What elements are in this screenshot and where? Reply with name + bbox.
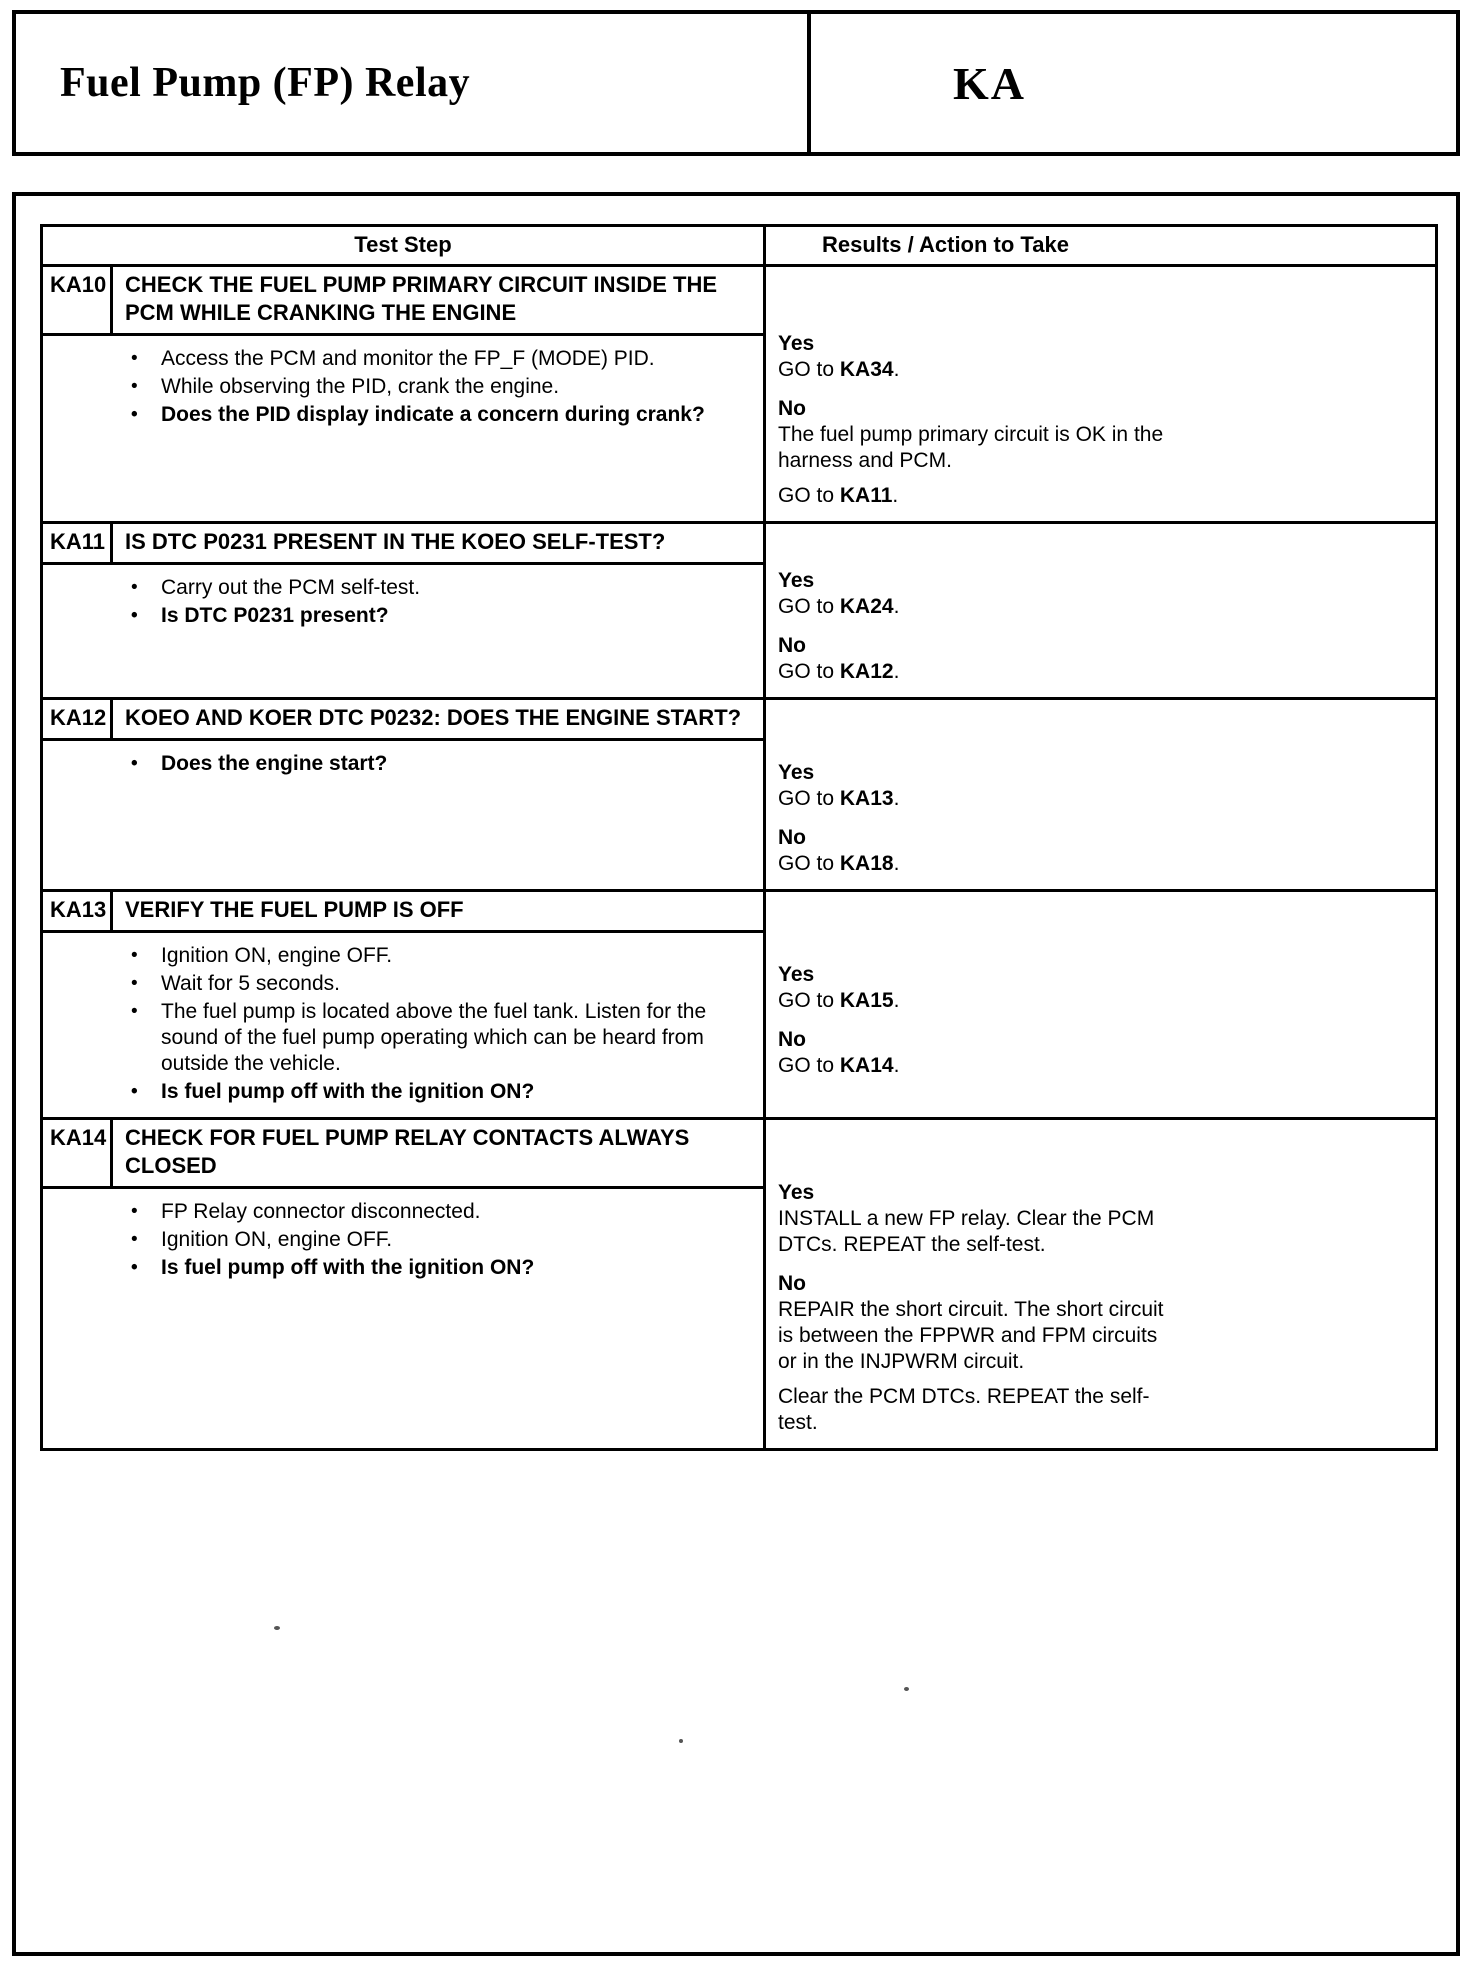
result-label: Yes (778, 332, 815, 355)
bullet-icon: • (131, 753, 138, 774)
instruction-item (43, 1079, 757, 1105)
test-step-row-ka13 (43, 892, 1435, 1120)
goto-target: KA12 (839, 660, 894, 683)
test-step-instructions (43, 933, 763, 1117)
test-step-id: KA11 (43, 524, 113, 562)
result-text-line: The fuel pump primary circuit is OK in the harness and PCM. (778, 423, 1164, 472)
test-step-cell (43, 267, 766, 521)
goto-target: KA13 (839, 787, 894, 810)
scan-speck (904, 1687, 909, 1691)
section-code-cell (811, 14, 1456, 152)
result-body (778, 1206, 1178, 1258)
instruction-text: FP Relay connector disconnected. (161, 1200, 481, 1223)
instruction-text: Does the PID display indicate a concern during crank? (161, 403, 705, 426)
result-label: No (778, 397, 806, 420)
goto-target: KA14 (839, 1054, 894, 1077)
result-label: Yes (778, 569, 815, 592)
pinpoint-test-table (40, 224, 1438, 1451)
result-body (778, 851, 1178, 877)
result-label: Yes (778, 963, 815, 986)
result-body (778, 786, 1178, 812)
result-body (778, 594, 1178, 620)
goto-suffix: . (893, 358, 900, 381)
result-text-line: REPAIR the short circuit. The short circuit is between the FPPWR and FPM circuits or in the INJPWRM circuit. (778, 1298, 1164, 1373)
result-text-line: Clear the PCM DTCs. REPEAT the self-test. (778, 1385, 1150, 1434)
test-step-title: IS DTC P0231 PRESENT IN THE KOEO SELF-TEST? (125, 529, 666, 554)
result-goto-line (778, 851, 1178, 877)
result-goto-line (778, 483, 1178, 509)
results-cell (766, 524, 1435, 697)
instruction-item (43, 999, 757, 1077)
bullet-icon: • (131, 1229, 138, 1250)
page-title-cell (16, 14, 811, 152)
test-step-header (43, 524, 763, 565)
instruction-text: The fuel pump is located above the fuel tank. Listen for the sound of the fuel pump operating which can be heard from outside the vehicle. (161, 1000, 707, 1075)
instruction-text: Does the engine start? (161, 752, 388, 775)
test-step-id: KA12 (43, 700, 113, 738)
result-text-line: INSTALL a new FP relay. Clear the PCM DTCs. REPEAT the self-test. (778, 1207, 1155, 1256)
result-label: No (778, 1028, 806, 1051)
instruction-item (43, 943, 757, 969)
result-yes-block (778, 1180, 1425, 1258)
goto-prefix: GO to (778, 852, 840, 875)
test-step-instructions (43, 565, 763, 697)
column-header-results: Results / Action to Take (822, 232, 1069, 257)
test-step-cell (43, 892, 766, 1117)
result-body (778, 659, 1178, 685)
scan-speck (679, 1739, 683, 1743)
result-goto-line (778, 659, 1178, 685)
goto-suffix: . (893, 989, 900, 1012)
column-header-test-step: Test Step (43, 227, 766, 264)
result-goto-line (778, 1053, 1178, 1079)
result-no-block (778, 633, 1425, 685)
test-step-title: KOEO AND KOER DTC P0232: DOES THE ENGINE START? (125, 705, 742, 730)
result-goto-line (778, 786, 1178, 812)
goto-prefix: GO to (778, 1054, 840, 1077)
bullet-icon: • (131, 945, 138, 966)
bullet-icon: • (131, 404, 138, 425)
test-step-cell (43, 524, 766, 697)
test-step-row-ka12 (43, 700, 1435, 892)
instruction-text: Is fuel pump off with the ignition ON? (161, 1256, 535, 1279)
goto-suffix: . (893, 595, 900, 618)
instruction-item (43, 1227, 757, 1253)
goto-target: KA34 (839, 358, 894, 381)
test-step-id: KA14 (43, 1120, 113, 1186)
goto-prefix: GO to (778, 989, 840, 1012)
page-title: Fuel Pump (FP) Relay (60, 60, 471, 106)
goto-prefix: GO to (778, 595, 840, 618)
instruction-item (43, 374, 757, 400)
bullet-icon: • (131, 1001, 138, 1022)
instruction-item (43, 402, 757, 428)
goto-target: KA18 (839, 852, 894, 875)
bullet-icon: • (131, 577, 138, 598)
goto-target: KA11 (839, 484, 893, 507)
result-label: Yes (778, 1181, 815, 1204)
goto-target: KA15 (839, 989, 894, 1012)
results-cell (766, 700, 1435, 889)
instruction-text: Wait for 5 seconds. (161, 972, 340, 995)
test-step-instructions (43, 1189, 763, 1448)
goto-suffix: . (893, 852, 900, 875)
results-cell (766, 267, 1435, 521)
test-step-instructions (43, 336, 763, 521)
result-goto-line (778, 594, 1178, 620)
result-yes-block (778, 568, 1425, 620)
instruction-item (43, 603, 757, 629)
bullet-icon: • (131, 376, 138, 397)
result-body (778, 357, 1178, 383)
bullet-icon: • (131, 1081, 138, 1102)
result-yes-block (778, 331, 1425, 383)
result-label: No (778, 826, 806, 849)
bullet-icon: • (131, 348, 138, 369)
bullet-icon: • (131, 1201, 138, 1222)
scan-speck (274, 1626, 280, 1630)
test-step-title: CHECK FOR FUEL PUMP RELAY CONTACTS ALWAYS CLOSED (125, 1125, 690, 1178)
test-step-row-ka14 (43, 1120, 1435, 1448)
instruction-item (43, 575, 757, 601)
test-step-row-ka10 (43, 267, 1435, 524)
results-cell (766, 892, 1435, 1117)
result-body (778, 988, 1178, 1014)
test-step-header (43, 1120, 763, 1189)
test-step-id: KA13 (43, 892, 113, 930)
result-body (778, 422, 1178, 509)
goto-prefix: GO to (778, 660, 840, 683)
goto-target: KA24 (839, 595, 894, 618)
goto-suffix: . (893, 787, 900, 810)
result-no-block (778, 396, 1425, 509)
result-no-block (778, 1027, 1425, 1079)
result-label: No (778, 634, 806, 657)
instruction-text: While observing the PID, crank the engine. (161, 375, 560, 398)
instruction-item (43, 751, 757, 777)
content-box (12, 192, 1460, 1956)
instruction-text: Ignition ON, engine OFF. (161, 944, 393, 967)
instruction-text: Ignition ON, engine OFF. (161, 1228, 393, 1251)
instruction-text: Carry out the PCM self-test. (161, 576, 421, 599)
test-step-header (43, 892, 763, 933)
instruction-item (43, 1199, 757, 1225)
instruction-text: Is fuel pump off with the ignition ON? (161, 1080, 535, 1103)
results-cell (766, 1120, 1435, 1448)
test-step-cell (43, 1120, 766, 1448)
result-goto-line (778, 988, 1178, 1014)
bullet-icon: • (131, 1257, 138, 1278)
test-step-title: CHECK THE FUEL PUMP PRIMARY CIRCUIT INSIDE THE PCM WHILE CRANKING THE ENGINE (125, 272, 718, 325)
test-step-title: VERIFY THE FUEL PUMP IS OFF (125, 897, 464, 922)
result-label: No (778, 1272, 806, 1295)
result-body (778, 1053, 1178, 1079)
instruction-text: Is DTC P0231 present? (161, 604, 389, 627)
result-no-block (778, 1271, 1425, 1436)
result-no-block (778, 825, 1425, 877)
goto-suffix: . (893, 660, 900, 683)
test-step-id: KA10 (43, 267, 113, 333)
result-yes-block (778, 760, 1425, 812)
goto-prefix: GO to (778, 787, 840, 810)
instruction-text: Access the PCM and monitor the FP_F (MODE) PID. (161, 347, 655, 370)
result-body (778, 1297, 1178, 1436)
bullet-icon: • (131, 605, 138, 626)
test-step-instructions (43, 741, 763, 889)
result-label: Yes (778, 761, 815, 784)
test-step-row-ka11 (43, 524, 1435, 700)
result-yes-block (778, 962, 1425, 1014)
bullet-icon: • (131, 973, 138, 994)
table-column-headers (43, 227, 1435, 267)
instruction-item (43, 1255, 757, 1281)
instruction-item (43, 346, 757, 372)
test-step-header (43, 267, 763, 336)
instruction-item (43, 971, 757, 997)
test-step-cell (43, 700, 766, 889)
page-header (12, 10, 1460, 156)
goto-suffix: . (892, 484, 899, 507)
result-goto-line (778, 357, 1178, 383)
test-step-header (43, 700, 763, 741)
goto-suffix: . (893, 1054, 900, 1077)
section-code: KA (953, 57, 1026, 109)
goto-prefix: GO to (778, 484, 840, 507)
goto-prefix: GO to (778, 358, 840, 381)
